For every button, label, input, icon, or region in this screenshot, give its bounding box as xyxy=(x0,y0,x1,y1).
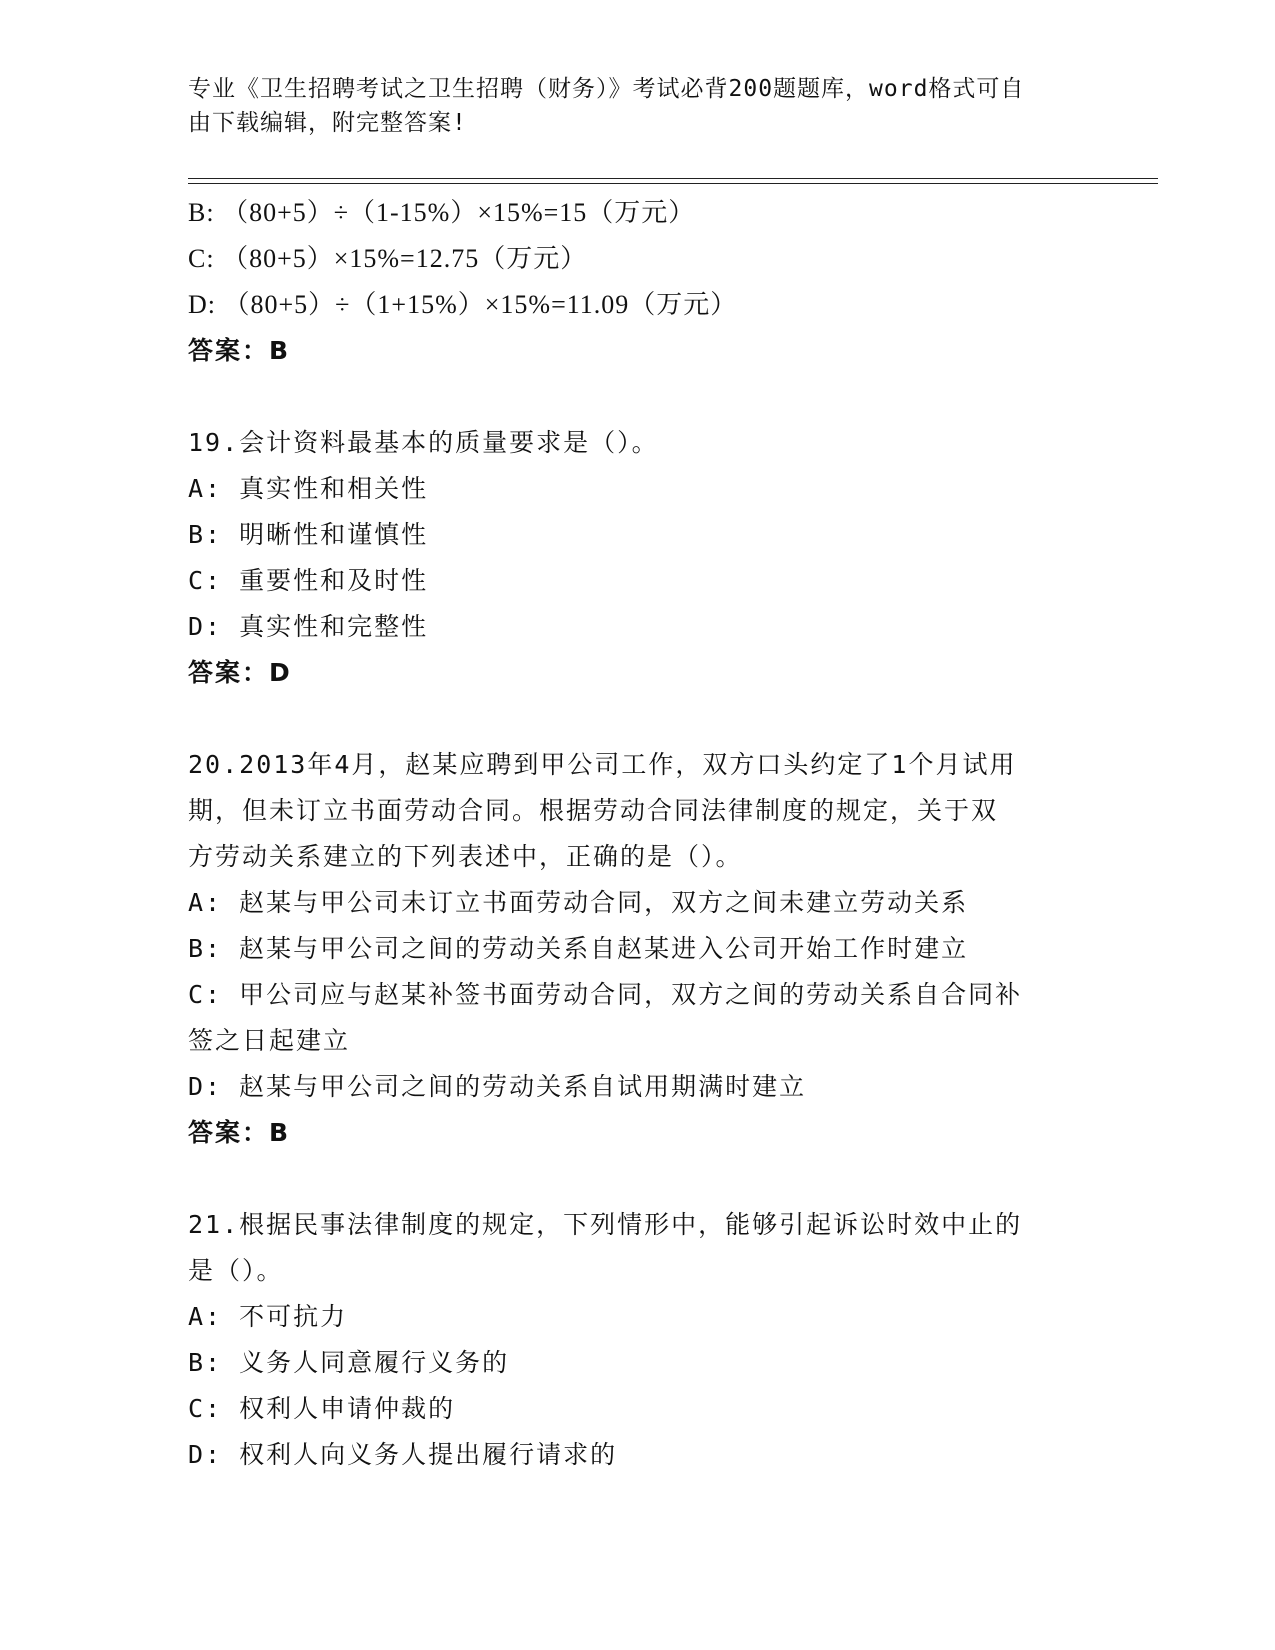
spacer xyxy=(188,1156,1148,1202)
spacer xyxy=(188,374,1148,420)
option-d: D: （80+5）÷（1+15%）×15%=11.09（万元） xyxy=(188,290,738,319)
question-stem-continued: 是（）。 xyxy=(188,1256,284,1285)
option-d: D: 赵某与甲公司之间的劳动关系自试用期满时建立 xyxy=(188,1072,807,1101)
document-header xyxy=(188,72,1068,140)
option-d: D: 权利人向义务人提出履行请求的 xyxy=(188,1440,618,1469)
question-stem-continued: 期，但未订立书面劳动合同。根据劳动合同法律制度的规定，关于双 xyxy=(188,796,999,825)
question-stem-continued: 方劳动关系建立的下列表述中，正确的是（）。 xyxy=(188,842,743,871)
option-a: A: 真实性和相关性 xyxy=(188,474,429,503)
option-c: C: 甲公司应与赵某补签书面劳动合同，双方之间的劳动关系自合同补 xyxy=(188,980,1023,1009)
header-title-line-2: 由下载编辑，附完整答案! xyxy=(188,110,467,136)
question-stem: 20.2013年4月，赵某应聘到甲公司工作，双方口头约定了1个月试用 xyxy=(188,750,1017,779)
option-a: A: 不可抗力 xyxy=(188,1302,348,1331)
answer-line: 答案：B xyxy=(188,1118,291,1147)
header-rule-top xyxy=(188,178,1158,179)
option-c: C: 权利人申请仲裁的 xyxy=(188,1394,456,1423)
option-c: C: 重要性和及时性 xyxy=(188,566,429,595)
option-b: B: 赵某与甲公司之间的劳动关系自赵某进入公司开始工作时建立 xyxy=(188,934,969,963)
question-20 xyxy=(188,742,1148,1156)
option-b: B: 义务人同意履行义务的 xyxy=(188,1348,510,1377)
question-19 xyxy=(188,420,1148,696)
answer-line: 答案：D xyxy=(188,658,292,687)
header-rule-bottom xyxy=(188,183,1158,184)
option-b: B: （80+5）÷（1-15%）×15%=15（万元） xyxy=(188,198,696,227)
question-18 xyxy=(188,190,1148,374)
spacer xyxy=(188,696,1148,742)
option-b: B: 明晰性和谨慎性 xyxy=(188,520,429,549)
question-stem: 19.会计资料最基本的质量要求是（）。 xyxy=(188,428,659,457)
header-title-line-1: 专业《卫生招聘考试之卫生招聘（财务）》考试必背200题题库，word格式可自 xyxy=(188,76,1025,102)
option-d: D: 真实性和完整性 xyxy=(188,612,429,641)
question-21 xyxy=(188,1202,1148,1478)
option-a: A: 赵某与甲公司未订立书面劳动合同，双方之间未建立劳动关系 xyxy=(188,888,969,917)
question-stem: 21.根据民事法律制度的规定，下列情形中，能够引起诉讼时效中止的 xyxy=(188,1210,1023,1239)
option-c: C: （80+5）×15%=12.75（万元） xyxy=(188,244,588,273)
answer-line: 答案：B xyxy=(188,336,291,365)
question-list xyxy=(188,190,1148,1478)
option-c-continued: 签之日起建立 xyxy=(188,1026,351,1055)
